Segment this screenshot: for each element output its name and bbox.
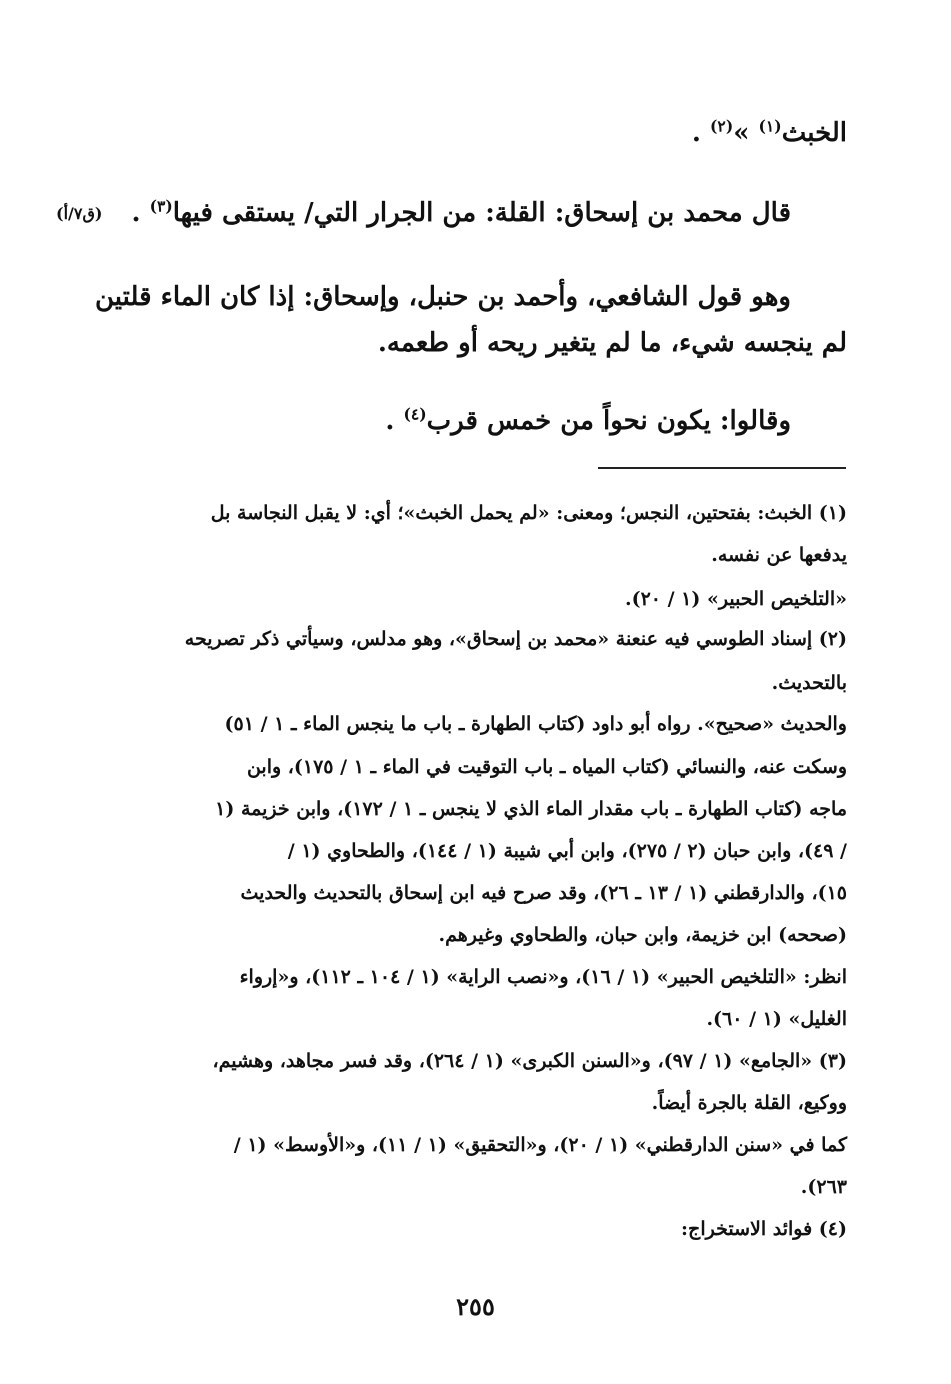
footnote-ref-1[interactable]: (١) [758,116,782,136]
full-stop: . [131,198,150,228]
footnote-line: والحديث «صحيح». رواه أبو داود (كتاب الطهارة ـ باب ما ينجس الماء ـ ١ / ٥١) [224,713,847,735]
footnote-line: / ٤٩)، وابن حبان (٢ / ٢٧٥)، وابن أبي شيبة (١ / ١٤٤)، والطحاوي (١ / [287,840,847,862]
footnote-ref-3[interactable]: (٣) [149,196,173,216]
main-line-3: وهو قول الشافعي، وأحمد بن حنبل، وإسحاق: إذا كان الماء قلتين [95,282,791,312]
main-line-5 [385,406,791,436]
footnote-line: يدفعها عن نفسه. [711,544,847,566]
footnote-separator [598,467,846,469]
footnote-line: ووكيع، القلة بالجرة أيضاً. [651,1092,847,1114]
footnote-line: (٣) «الجامع» (١ / ٩٧)، و«السنن الكبرى» (١ / ٢٦٤)، وقد فسر مجاهد، وهشيم، [212,1050,847,1072]
main-text: قال محمد بن إسحاق: القلة: من الجرار التي/ يستقى فيها [172,198,791,228]
footnote-line: (٤) فوائد الاستخراج: [681,1218,847,1240]
page-number: ٢٥٥ [456,1292,495,1321]
footnote-line: «التلخيص الحبير» (١ / ٢٠). [624,588,847,610]
footnote-line: (٢) إسناد الطوسي فيه عنعنة «محمد بن إسحاق»، وهو مدلس، وسيأتي ذكر تصريحه [184,628,847,650]
main-text: الخبث [781,118,847,148]
footnote-line: ماجه (كتاب الطهارة ـ باب مقدار الماء الذي لا ينجس ـ ١ / ١٧٢)، وابن خزيمة (١ [215,798,847,820]
quote-mark: » [733,118,759,148]
footnote-ref-4[interactable]: (٤) [403,404,427,424]
footnote-line: وسكت عنه، والنسائي (كتاب المياه ـ باب التوقيت في الماء ـ ١ / ١٧٥)، وابن [246,756,847,778]
footnote-ref-2[interactable]: (٢) [710,116,734,136]
main-text: وقالوا: يكون نحواً من خمس قرب [426,406,791,436]
footnote-line: ١٥)، والدارقطني (١ / ١٣ ـ ٢٦)، وقد صرح فيه ابن إسحاق بالتحديث والحديث [240,882,847,904]
full-stop: . [691,118,711,148]
main-line-1 [692,118,847,148]
main-line-2 [131,198,791,228]
footnote-line: انظر: «التلخيص الحبير» (١ / ١٦)، و«نصب الراية» (١ / ١٠٤ ـ ١١٢)، و«إرواء [239,966,847,988]
footnote-line: كما في «سنن الدارقطني» (١ / ٢٠)، و«التحقيق» (١ / ١١)، و«الأوسط» (١ / [233,1134,847,1156]
full-stop: . [385,406,404,436]
footnote-line: بالتحديث. [771,672,847,694]
footnote-line: ٢٦٣). [800,1176,847,1198]
main-line-4: لم ينجسه شيء، ما لم يتغير ريحه أو طعمه. [377,328,847,358]
footnote-line: (صححه) ابن خزيمة، وابن حبان، والطحاوي وغيرهم. [438,924,847,946]
manuscript-folio-note: (ق٧/أ) [56,204,103,223]
footnote-line: الغليل» (١ / ٦٠). [706,1008,847,1030]
footnote-line: (١) الخبث: بفتحتين، النجس؛ ومعنى: «لم يحمل الخبث»؛ أي: لا يقبل النجاسة بل [210,502,847,524]
